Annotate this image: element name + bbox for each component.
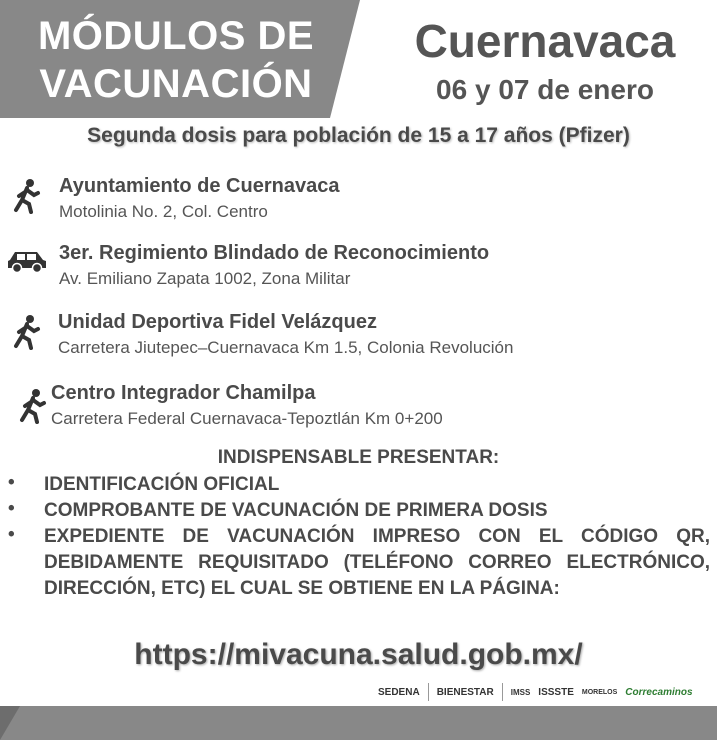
requirement-text: COMPROBANTE DE VACUNACIÓN DE PRIMERA DOSIS bbox=[44, 500, 548, 521]
location-4 bbox=[51, 382, 443, 429]
partner-logos bbox=[378, 680, 713, 704]
divider bbox=[428, 683, 429, 701]
location-name: Centro Integrador Chamilpa bbox=[51, 382, 316, 404]
sedena-logo: SEDENA bbox=[378, 686, 420, 698]
subtitle: Segunda dosis para población de 15 a 17 años (Pfizer) bbox=[87, 124, 630, 147]
city-name: Cuernavaca bbox=[414, 15, 676, 67]
requirement-text: EXPEDIENTE DE VACUNACIÓN IMPRESO CON EL CÓDIGO QR, DEBIDAMENTE REQUISITADO (TELÉFONO CORREO ELECTRÓNICO, DIRECCIÓN, ETC) EL CUAL SE OBTIENE EN LA PÁGINA: bbox=[44, 526, 710, 599]
title-line-1: MÓDULOS DE bbox=[37, 14, 315, 58]
title-line-2: VACUNACIÓN bbox=[39, 62, 313, 106]
footer-bar bbox=[0, 706, 717, 740]
divider bbox=[502, 683, 503, 701]
location-name: Ayuntamiento de Cuernavaca bbox=[59, 175, 340, 197]
correcaminos-logo: Correcaminos bbox=[625, 686, 693, 698]
bullet: • bbox=[8, 498, 15, 519]
location-address: Carretera Jiutepec–Cuernavaca Km 1.5, Colonia Revolución bbox=[58, 338, 514, 357]
location-name: Unidad Deportiva Fidel Velázquez bbox=[58, 311, 377, 333]
location-address: Carretera Federal Cuernavaca-Tepoztlán Km 0+200 bbox=[51, 409, 443, 428]
bienestar-logo: BIENESTAR bbox=[436, 686, 494, 698]
location-2 bbox=[59, 242, 489, 289]
bullet: • bbox=[8, 472, 15, 493]
location-address: Motolinia No. 2, Col. Centro bbox=[59, 202, 268, 221]
walking-person-icon bbox=[10, 178, 42, 219]
location-1 bbox=[59, 175, 339, 222]
walking-person-icon bbox=[10, 314, 42, 355]
walking-person-icon bbox=[16, 388, 48, 429]
morelos-logo: MORELOS bbox=[581, 688, 618, 696]
location-3 bbox=[58, 311, 513, 358]
event-dates: 06 y 07 de enero bbox=[436, 74, 654, 105]
issste-logo: ISSSTE bbox=[538, 686, 574, 698]
location-name: 3er. Regimiento Blindado de Reconocimiento bbox=[59, 242, 490, 264]
imss-logo: IMSS bbox=[510, 687, 531, 697]
vaccination-url[interactable]: https://mivacuna.salud.gob.mx/ bbox=[134, 638, 583, 671]
footer-accent bbox=[0, 706, 20, 740]
car-icon bbox=[6, 248, 48, 279]
bullet: • bbox=[8, 524, 15, 545]
requirement-text: IDENTIFICACIÓN OFICIAL bbox=[44, 474, 280, 495]
location-address: Av. Emiliano Zapata 1002, Zona Militar bbox=[59, 269, 351, 288]
requirements-title: INDISPENSABLE PRESENTAR: bbox=[217, 447, 500, 468]
